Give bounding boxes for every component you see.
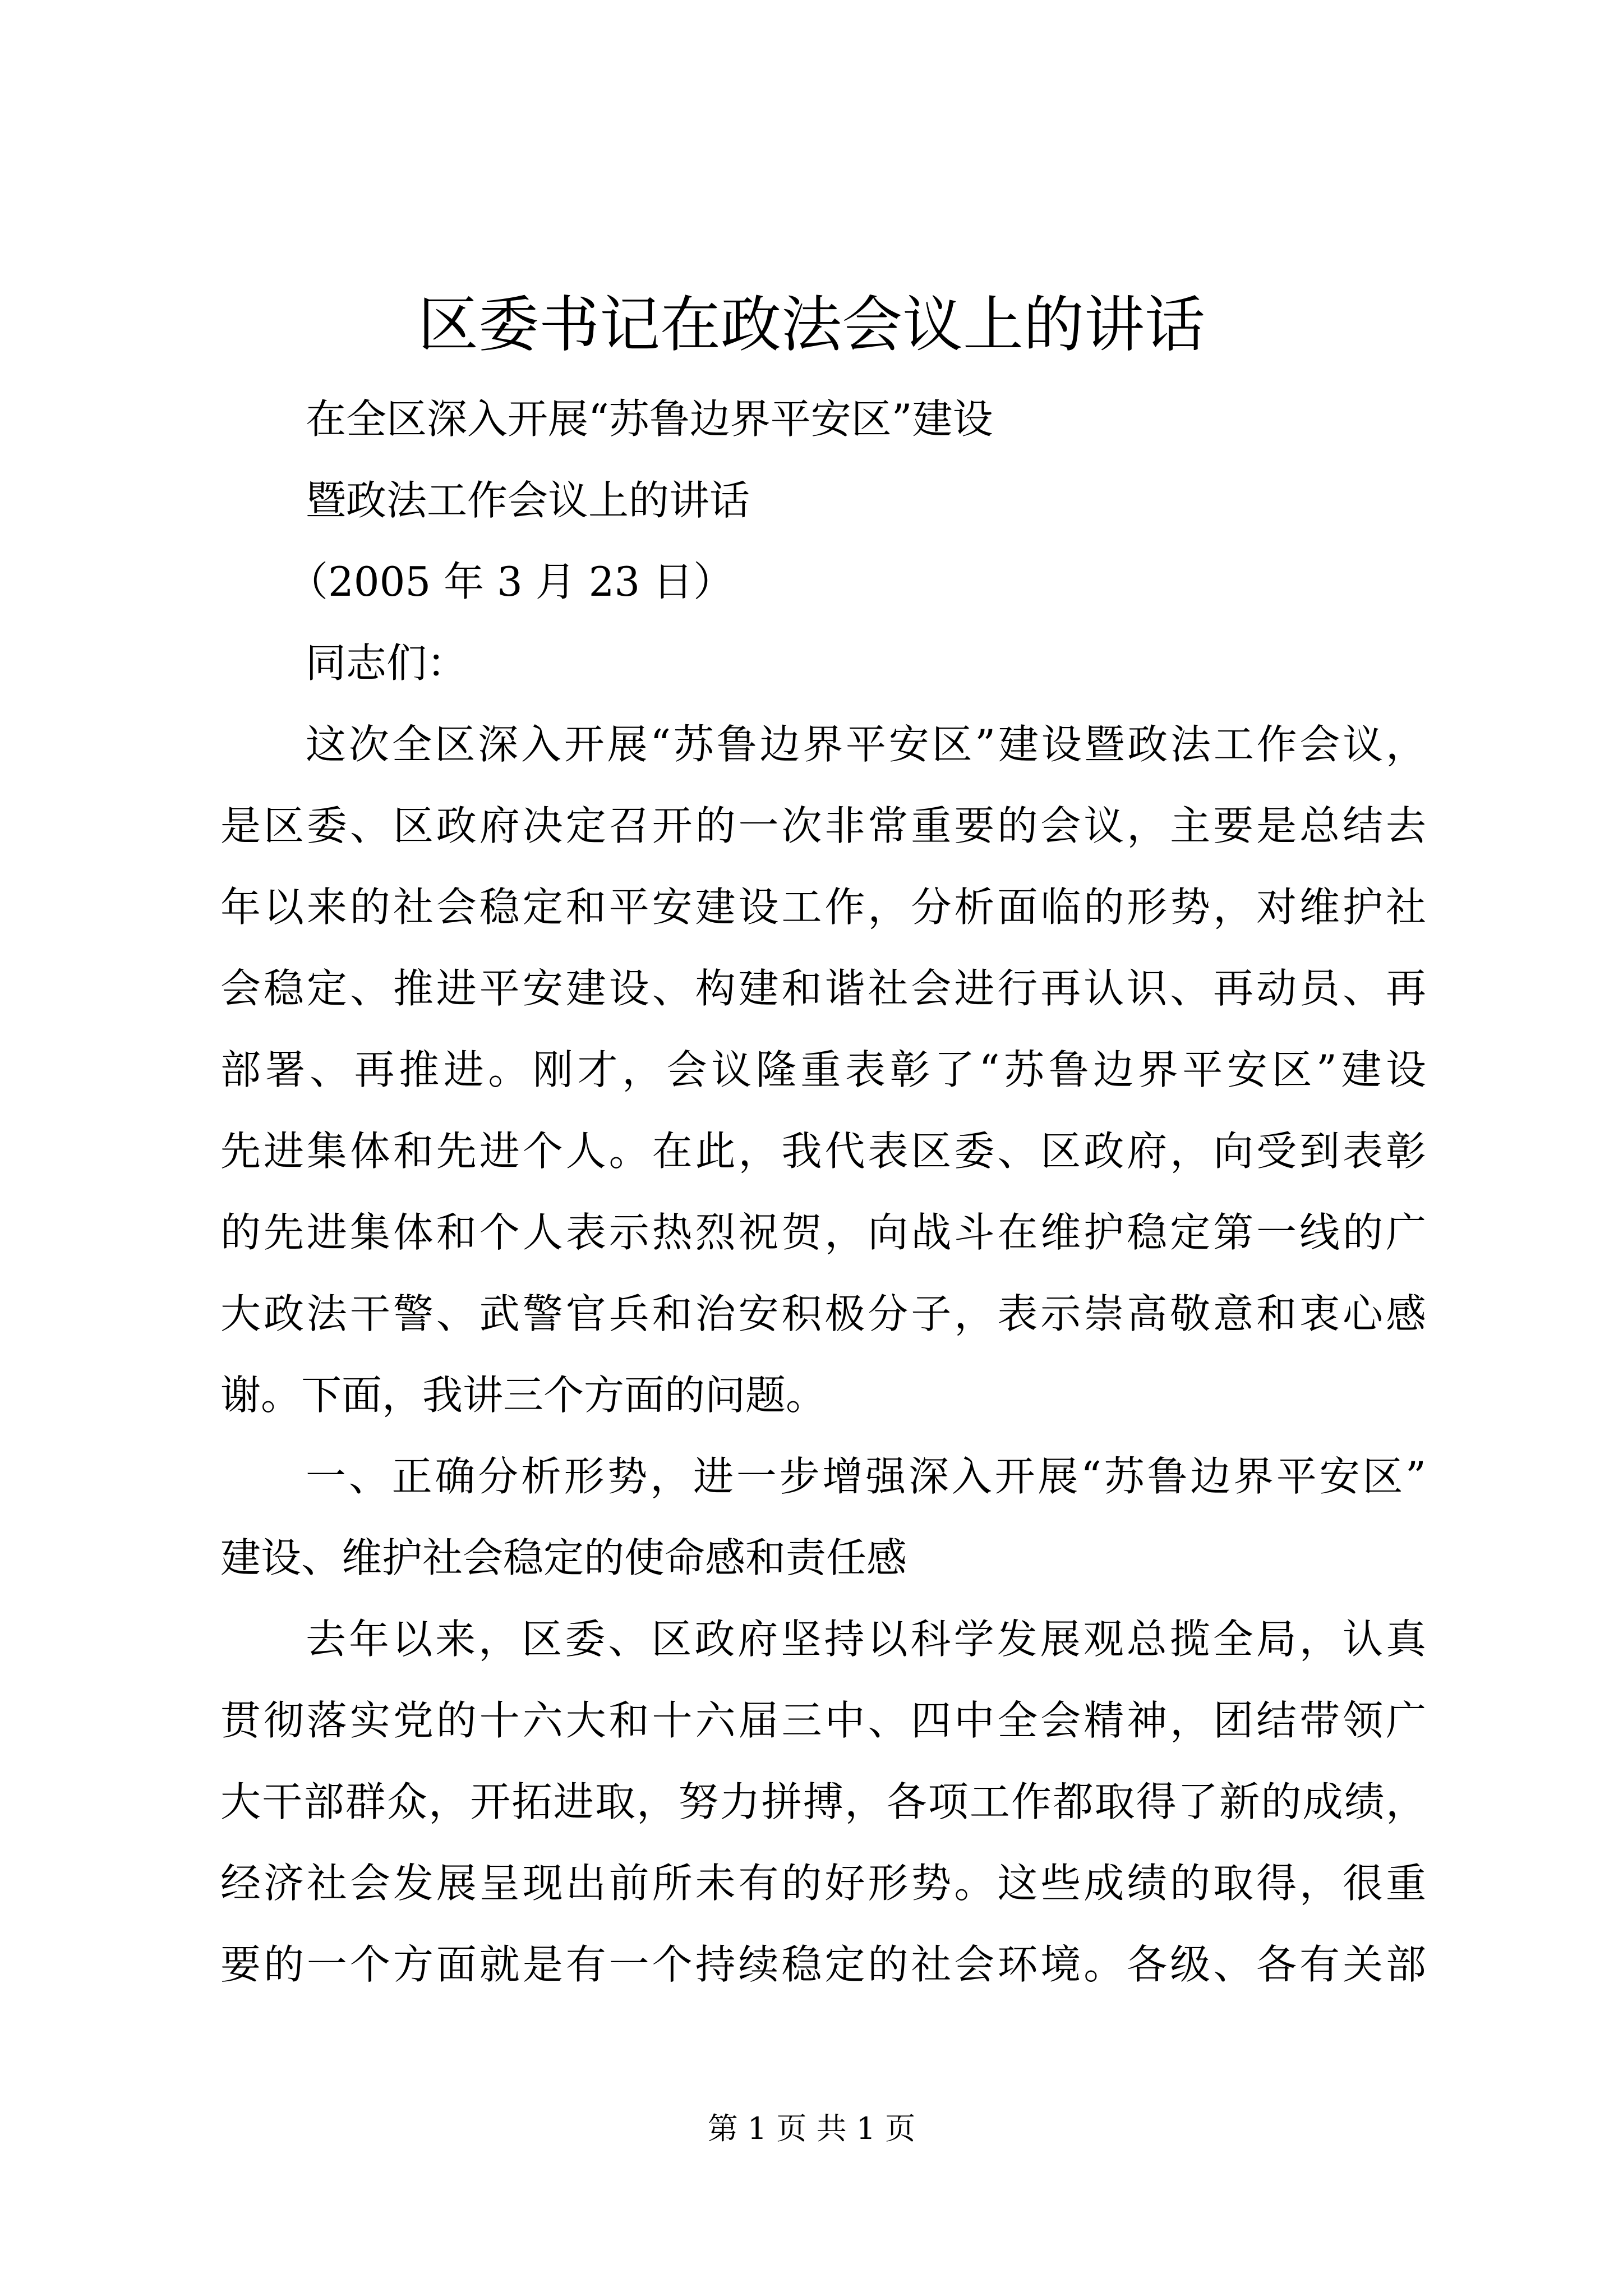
section-heading-line: 建设、维护社会稳定的使命感和责任感	[220, 1534, 907, 1581]
paragraph-line: 是区委、区政府决定召开的一次非常重要的会议，主要是总结去	[220, 802, 1426, 849]
paragraph-line: 这次全区深入开展“苏鲁边界平安区”建设暨政法工作会议，	[306, 721, 1426, 768]
section-heading-line: 一、正确分析形势，进一步增强深入开展“苏鲁边界平安区”	[306, 1453, 1426, 1500]
date-line: （2005 年 3 月 23 日）	[288, 558, 734, 605]
paragraph-line: 年以来的社会稳定和平安建设工作，分析面临的形势，对维护社	[220, 884, 1426, 931]
subtitle-line: 暨政法工作会议上的讲话	[306, 477, 750, 524]
paragraph-line: 去年以来，区委、区政府坚持以科学发展观总揽全局，认真	[306, 1616, 1426, 1663]
paragraph-line: 的先进集体和个人表示热烈祝贺，向战斗在维护稳定第一线的广	[220, 1209, 1426, 1256]
paragraph-line: 大干部群众，开拓进取，努力拼搏，各项工作都取得了新的成绩，	[220, 1778, 1426, 1825]
paragraph-line: 贯彻落实党的十六大和十六届三中、四中全会精神，团结带领广	[220, 1697, 1426, 1744]
paragraph-line: 部署、再推进。刚才，会议隆重表彰了“苏鲁边界平安区”建设	[220, 1046, 1426, 1093]
paragraph-line: 要的一个方面就是有一个持续稳定的社会环境。各级、各有关部	[220, 1941, 1426, 1988]
salutation: 同志们：	[306, 639, 468, 687]
paragraph-line: 经济社会发展呈现出前所未有的好形势。这些成绩的取得，很重	[220, 1860, 1426, 1907]
paragraph-line: 会稳定、推进平安建设、构建和谐社会进行再认识、再动员、再	[220, 965, 1426, 1012]
paragraph-line: 谢。下面，我讲三个方面的问题。	[220, 1372, 827, 1419]
page-footer: 第 1 页 共 1 页	[707, 2111, 916, 2146]
paragraph-line: 先进集体和先进个人。在此，我代表区委、区政府，向受到表彰	[220, 1128, 1426, 1175]
paragraph-line: 大政法干警、武警官兵和治安积极分子，表示崇高敬意和衷心感	[220, 1290, 1426, 1337]
subtitle-line: 在全区深入开展“苏鲁边界平安区”建设	[306, 395, 993, 443]
document-title: 区委书记在政法会议上的讲话	[417, 290, 1205, 360]
